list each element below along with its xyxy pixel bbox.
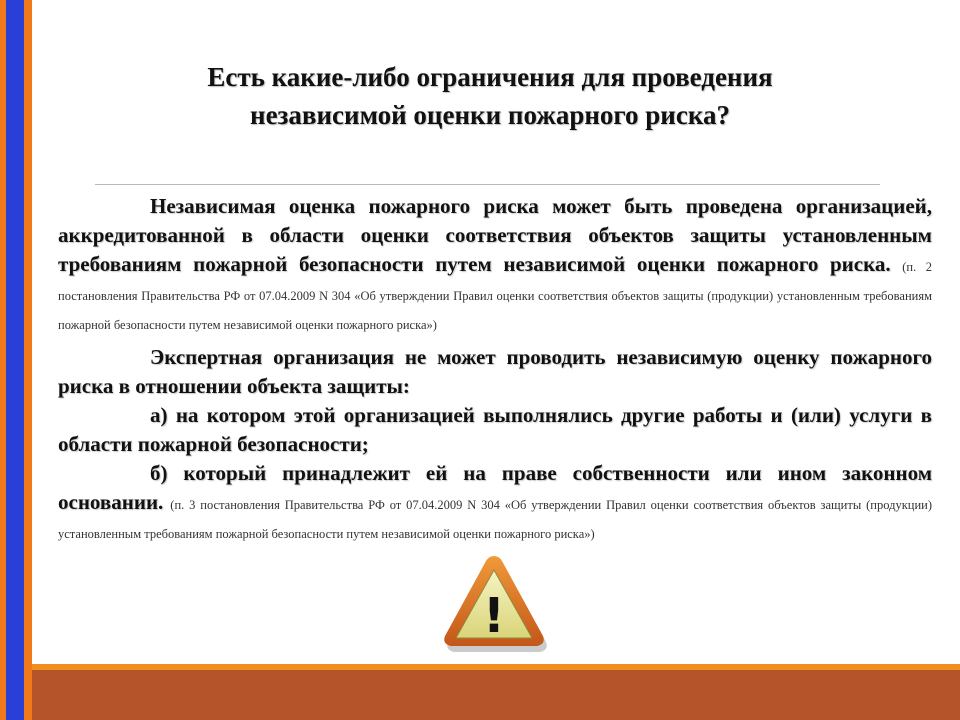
paragraph-item-b-text: б) который принадлежит ей на праве собственности или ином законном основании. (58, 461, 932, 514)
slide-title (60, 58, 920, 134)
paragraph-item-a: а) на котором этой организацией выполнялись другие работы и (или) услуги в области пожарной безопасности; (58, 403, 932, 456)
footer-band (32, 670, 960, 720)
title-divider (95, 184, 880, 185)
paragraph-accreditation-text: Независимая оценка пожарного риска может быть проведена организацией, аккредитованной в области оценки соответствия объектов защиты установленным требованиям пожарной безопасности путем независимой оценки пожарного риска. (58, 194, 932, 276)
left-stripe-blue (6, 0, 24, 720)
warning-triangle-icon (439, 552, 549, 654)
legal-reference-p2: (п. 2 постановления Правительства РФ от 07.04.2009 N 304 «Об утверждении Правил оценки соответствия объектов защиты (продукции) установленным требованиям пожарной безопасности путем независимой оценки пожарного риска») (58, 260, 933, 332)
exclamation-glyph: ! (483, 588, 505, 644)
title-line-1: Есть какие-либо ограничения для проведения (207, 62, 773, 92)
slide-body (58, 192, 932, 546)
left-stripe-orange-inner (24, 0, 32, 720)
paragraph-item-b (58, 459, 932, 546)
legal-reference-p3: (п. 3 постановления Правительства РФ от 07.04.2009 N 304 «Об утверждении Правил оценки соответствия объектов защиты (продукции) установленным требованиям пожарной безопасности путем независимой оценки пожарного риска») (58, 498, 932, 541)
paragraph-restriction: Экспертная организация не может проводить независимую оценку пожарного риска в отношении объекта защиты: (58, 345, 932, 398)
paragraph-accreditation (58, 192, 932, 337)
title-line-2: независимой оценки пожарного риска? (250, 100, 730, 130)
